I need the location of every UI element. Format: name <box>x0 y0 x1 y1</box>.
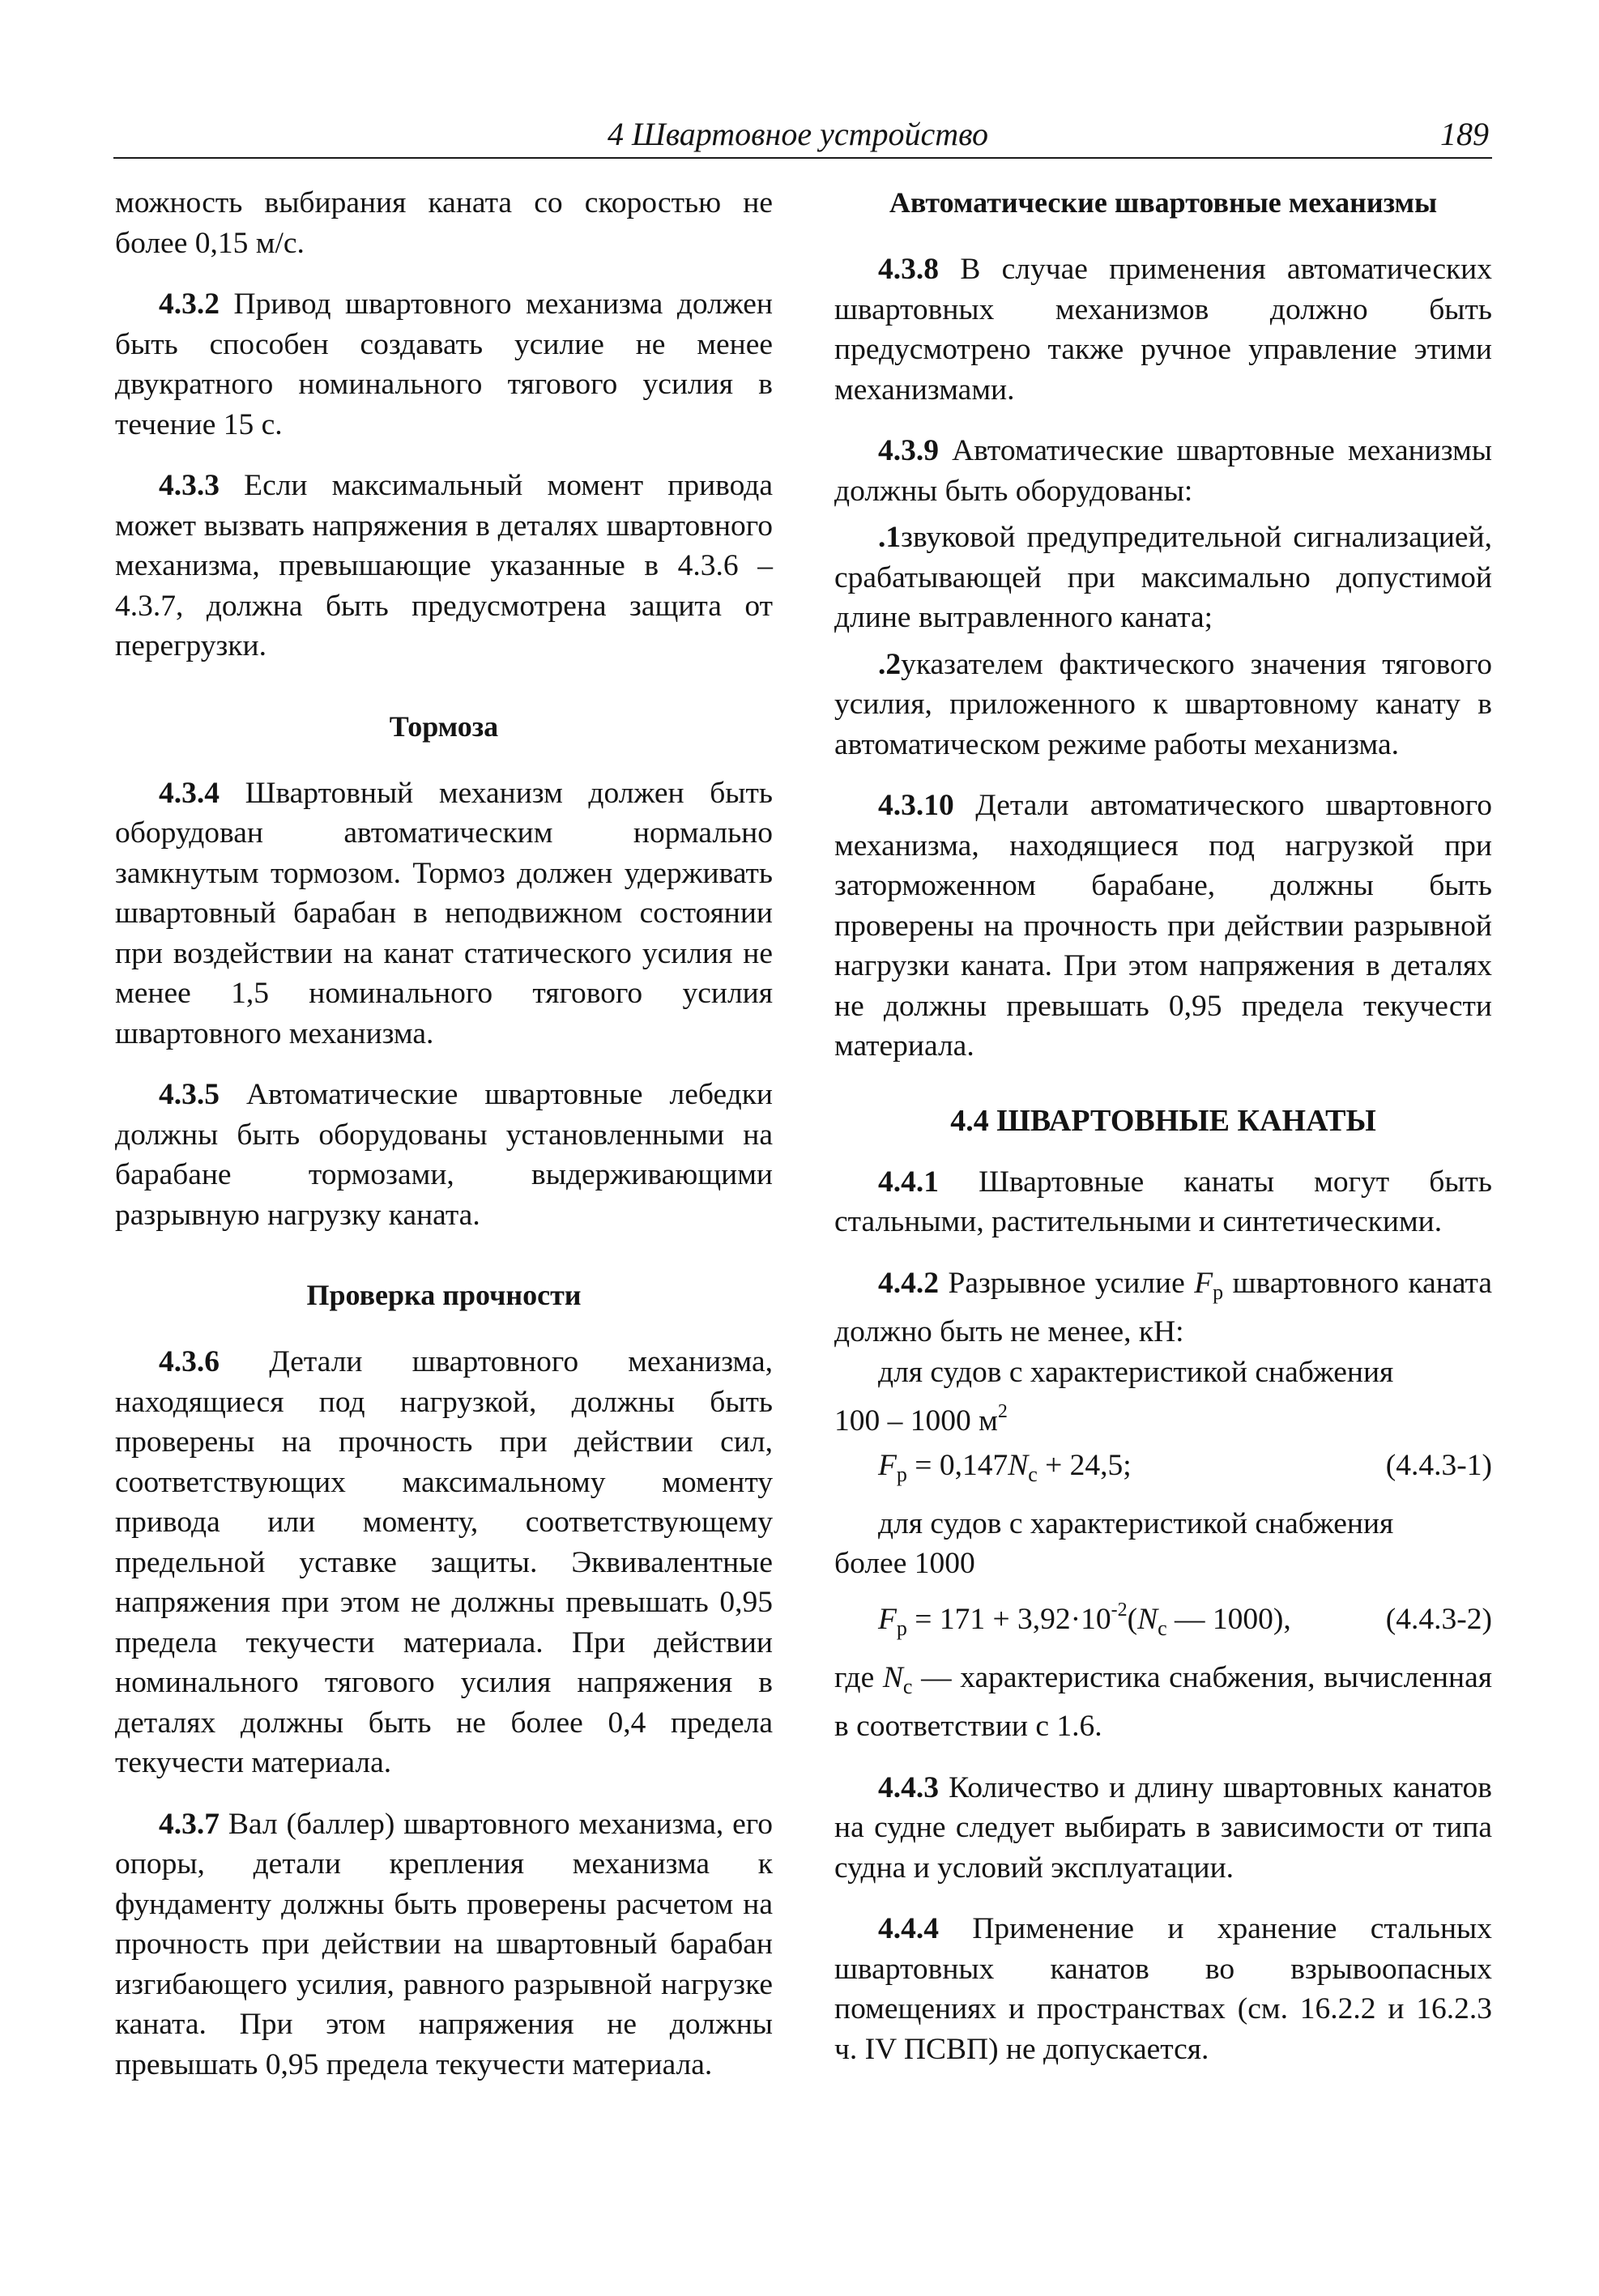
where-clause <box>834 1658 1492 1747</box>
paragraph-4-3-4 <box>115 773 773 1054</box>
symbol-n: N <box>1008 1448 1029 1482</box>
clause-number: 4.3.2 <box>159 288 220 321</box>
formula-part: ( <box>1127 1602 1138 1636</box>
clause-number: 4.3.4 <box>159 776 220 810</box>
clause-number: 4.3.5 <box>159 1078 220 1111</box>
formula-part: = 0,147 <box>906 1448 1008 1482</box>
left-column <box>115 183 773 2106</box>
clause-number: 4.4.4 <box>878 1912 939 1945</box>
paragraph-4-3-5 <box>115 1075 773 1235</box>
clause-number: 4.3.9 <box>878 434 939 467</box>
formula-expression <box>878 1445 1132 1496</box>
clause-text: Автоматические швартовные лебедки должны быть оборудованы установленными на барабане тормозами, выдерживающими разрывную нагрузку каната. <box>115 1078 774 1232</box>
paragraph-4-3-10 <box>834 786 1492 1067</box>
item-number: .1 <box>878 521 902 554</box>
subscript: р <box>896 1616 907 1640</box>
clause-text: Привод швартовного механизма должен быть способен создавать усилие не менее двукратного номинального тягового усилия в течение 15 с. <box>115 288 773 441</box>
item-text: указателем фактического значения тягового усилия, приложенного к швартовному канату в автоматическом режиме работы механизма. <box>834 647 1492 761</box>
page-number: 189 <box>1440 116 1489 152</box>
clause-text: Швартовные канаты могут быть стальными, растительными и синтетическими. <box>834 1165 1492 1238</box>
clause-number: 4.3.8 <box>878 253 939 286</box>
subheading-automatic-mechanisms: Автоматические швартовные механизмы <box>889 186 1438 219</box>
subscript: с <box>902 1674 913 1698</box>
formula-4-4-3-1 <box>834 1445 1492 1496</box>
where-text: — характеристика снабжения, вычисленная в соответствии с 1.6. <box>834 1660 1492 1743</box>
chapter-title: 4 Швартовное устройство <box>608 116 988 152</box>
paragraph-4-4-4 <box>834 1909 1492 2069</box>
clause-number: 4.4.1 <box>878 1165 939 1199</box>
right-column <box>834 183 1492 2090</box>
subheading-strength-check: Проверка прочности <box>306 1279 582 1311</box>
clause-text: Швартовный механизм должен быть оборудован автоматическим нормально замкнутым тормозом. Тормоз должен удерживать швартовный барабан в неподвижном состоянии при воздействии на канат статического усилия не менее 1,5 номинального тягового усилия швартовного механизма. <box>115 776 773 1050</box>
formula-part: = 171 + 3,92·10 <box>906 1602 1111 1636</box>
clause-text: Количество и длину швартовных канатов на судне следует выбирать в зависимости от типа судна и условий эксплуатации. <box>834 1770 1493 1885</box>
clause-number: 4.3.10 <box>878 789 954 822</box>
formula-part: + 24,5; <box>1037 1448 1132 1482</box>
condition-line: для судов с характеристикой снабжения <box>878 1506 1394 1540</box>
condition-range: более 1000 <box>834 1547 975 1580</box>
list-item-1 <box>834 518 1492 638</box>
paragraph-4-3-9 <box>834 431 1492 511</box>
clause-text: Разрывное усилие <box>948 1266 1185 1300</box>
paragraph-4-3-3 <box>115 466 773 667</box>
clause-text: Детали швартовного механизма, находящиеся под нагрузкой, должны быть проверены на прочность при действии сил, соответствующих максимальному моменту привода или моменту, соответствующему предельной уставке защиты. Эквивалентные напряжения при этом не должны превышать 0,95 предела текучести материала. При действии номинального тягового усилия напряжения в деталях должны быть не более 0,4 предела текучести материала. <box>115 1345 773 1779</box>
superscript: -2 <box>1111 1599 1128 1621</box>
paragraph-4-4-1 <box>834 1162 1492 1242</box>
clause-number: 4.4.2 <box>878 1266 939 1300</box>
symbol-n: N <box>882 1660 903 1694</box>
running-head <box>113 112 1492 159</box>
paragraph-4-3-6 <box>115 1342 773 1783</box>
subscript: р <box>1213 1280 1224 1304</box>
subscript: с <box>1158 1616 1167 1640</box>
item-number: .2 <box>878 647 902 681</box>
clause-number: 4.4.3 <box>878 1770 939 1804</box>
where-text: где <box>834 1660 883 1694</box>
list-item-2 <box>834 645 1492 765</box>
paragraph-4-3-8 <box>834 249 1492 410</box>
formula-label: (4.4.3-2) <box>1385 1602 1492 1636</box>
formula-4-4-3-2 <box>834 1589 1492 1650</box>
condition-range <box>834 1392 1492 1442</box>
clause-text: Если максимальный момент привода может вызвать напряжения в деталях швартовного механизма, превышающие указанные в 4.3.6 – 4.3.7, должна быть предусмотрена защита от перегрузки. <box>115 469 773 662</box>
condition-line: для судов с характеристикой снабжения <box>878 1355 1394 1389</box>
subheading-brakes: Тормоза <box>389 709 499 743</box>
paragraph-4-3-2 <box>115 284 773 445</box>
clause-text: Автоматические швартовные механизмы должны быть оборудованы: <box>834 434 1492 508</box>
subscript: с <box>1028 1462 1038 1486</box>
paragraph-continuation: можность выбирания каната со скоростью не более 0,15 м/с. <box>115 186 773 260</box>
section-heading-mooring-ropes: 4.4 ШВАРТОВНЫЕ КАНАТЫ <box>950 1103 1376 1138</box>
symbol-n: N <box>1137 1602 1158 1636</box>
clause-number: 4.3.3 <box>159 469 220 502</box>
subscript: р <box>896 1462 907 1486</box>
formula-label: (4.4.3-1) <box>1385 1448 1492 1482</box>
paragraph-4-3-7 <box>115 1804 773 2085</box>
clause-text: Вал (баллер) швартовного механизма, его опоры, детали крепления механизма к фундаменту должны быть проверены расчетом на прочность при действии на швартовный барабан изгибающего усилия, равного разрывной нагрузке каната. При этом напряжения не должны превышать 0,95 предела текучести материала. <box>115 1807 774 2081</box>
superscript: 2 <box>997 1401 1008 1422</box>
symbol-f: F <box>1194 1266 1213 1300</box>
item-text: звуковой предупредительной сигнализацией, срабатывающей при максимально допустимой длине вытравленного каната; <box>834 521 1492 634</box>
clause-text: В случае применения автоматических швартовных механизмов должно быть предусмотрено также ручное управление этими механизмами. <box>834 253 1492 407</box>
symbol-f: F <box>878 1448 897 1482</box>
clause-text: Применение и хранение стальных швартовных канатов во взрывоопасных помещениях и пространствах (см. 16.2.2 и 16.2.3 ч. IV ПСВП) не допускается. <box>834 1912 1492 2066</box>
paragraph-4-4-2 <box>834 1263 1492 1352</box>
paragraph-4-4-3 <box>834 1768 1492 1889</box>
clause-number: 4.3.6 <box>159 1345 220 1378</box>
formula-part: — 1000), <box>1166 1602 1291 1636</box>
clause-text: Детали автоматического швартовного механизма, находящиеся под нагрузкой при заторможенном барабане, должны быть проверены на прочность при действии разрывной нагрузки каната. При этом напряжения в деталях не должны превышать 0,95 предела текучести материала. <box>834 789 1492 1063</box>
clause-text: швартовного каната должно быть не менее, кН: <box>834 1266 1493 1348</box>
clause-number: 4.3.7 <box>159 1807 220 1841</box>
formula-expression <box>878 1589 1291 1650</box>
symbol-f: F <box>878 1602 897 1636</box>
range-text: 100 – 1000 м <box>834 1404 998 1438</box>
